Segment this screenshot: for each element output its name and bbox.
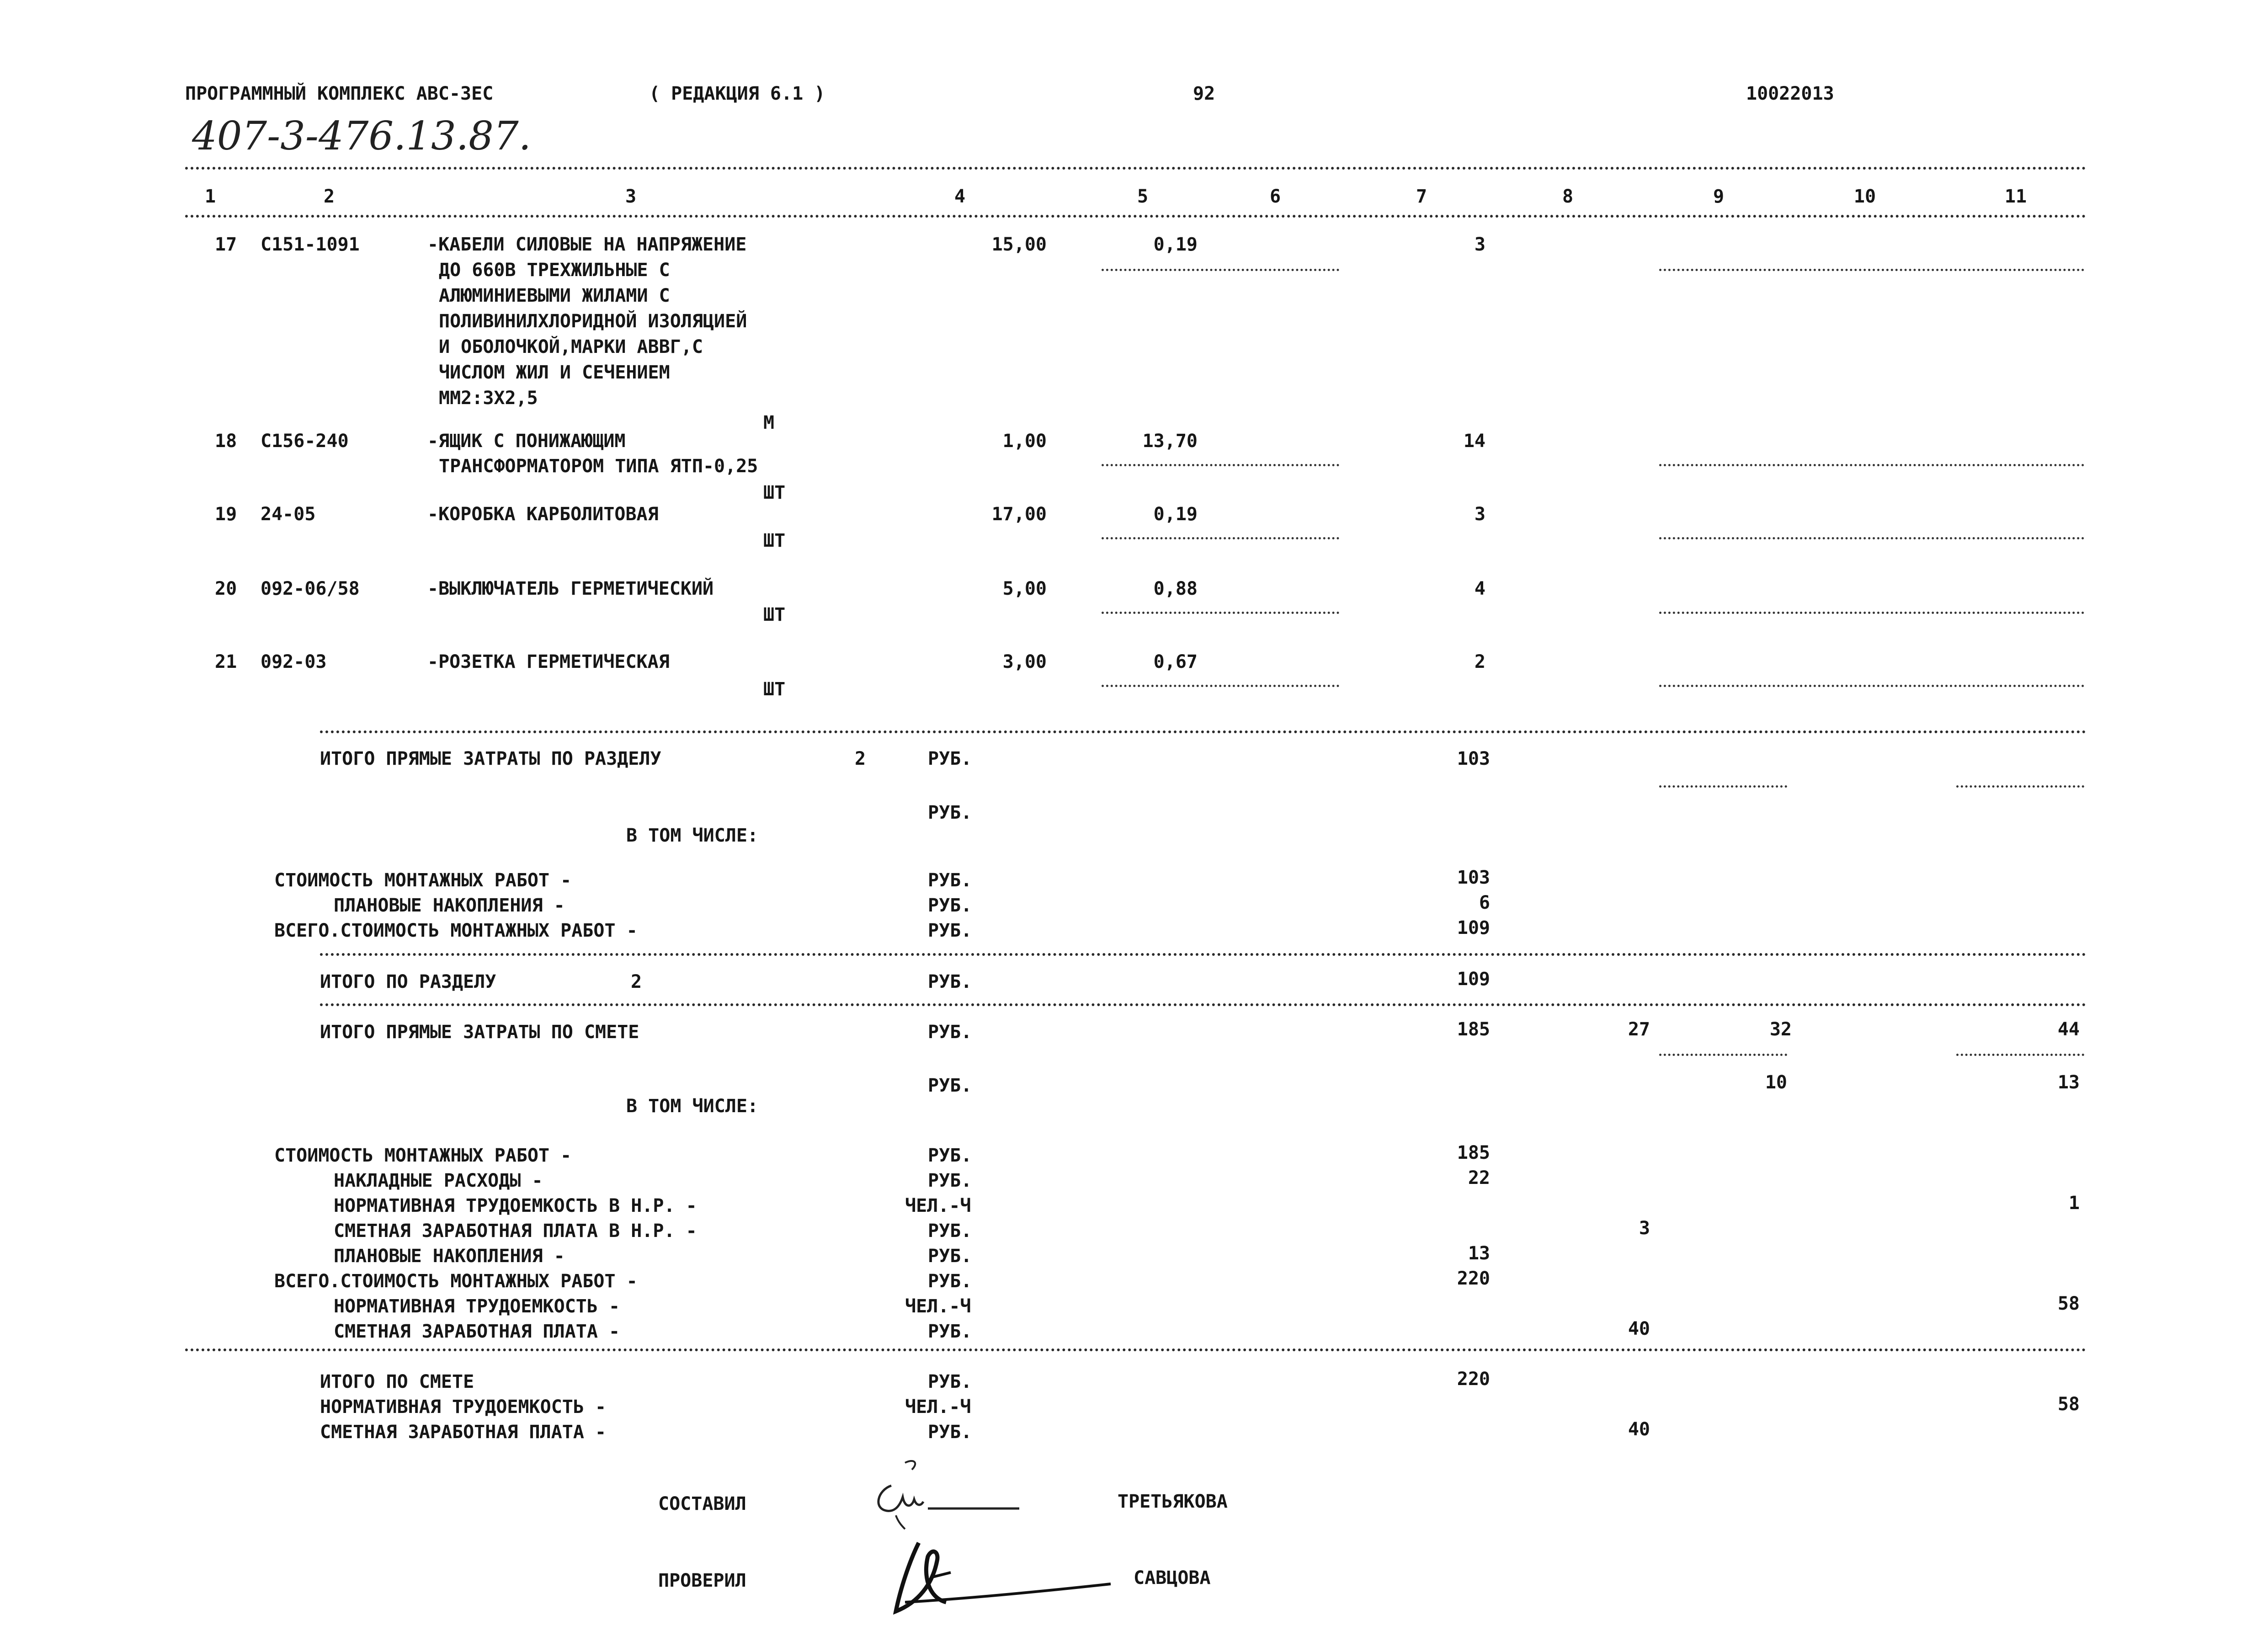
estimate-line-label: СМЕТНАЯ ЗАРАБОТНАЯ ПЛАТА В Н.Р. -	[334, 1221, 697, 1242]
row-total: 3	[1474, 504, 1485, 525]
col-header-9: 9	[1713, 186, 1725, 207]
section-direct-unit: РУБ.	[928, 748, 972, 769]
row-code: С156-240	[261, 431, 349, 452]
estimate-direct-unit-2: РУБ.	[928, 1075, 972, 1096]
col-header-6: 6	[1269, 186, 1281, 207]
section-direct-value: 103	[1457, 748, 1490, 769]
col-header-8: 8	[1562, 186, 1574, 207]
estimate-line-label: СТОИМОСТЬ МОНТАЖНЫХ РАБОТ -	[274, 1145, 572, 1166]
estimate-line-value: 185	[1457, 1142, 1490, 1163]
estimate-line-value: 13	[1468, 1243, 1490, 1264]
col-header-2: 2	[323, 186, 335, 207]
row-rule	[1102, 464, 1339, 466]
row-total: 14	[1463, 431, 1485, 452]
row-desc-line: -КОРОБКА КАРБОЛИТОВАЯ	[427, 504, 659, 525]
row-rule	[1659, 537, 2084, 539]
row-total: 4	[1474, 578, 1485, 599]
row-code: С151-1091	[261, 234, 360, 255]
estimate-labor-unit: ЧЕЛ.-Ч	[905, 1396, 971, 1418]
row-desc-line: ТРАНСФОРМАТОРОМ ТИПА ЯТП-0,25	[439, 456, 758, 477]
edition: ( РЕДАКЦИЯ 6.1 )	[649, 83, 825, 104]
compiled-by-name: ТРЕТЬЯКОВА	[1118, 1491, 1228, 1512]
row-rule	[1659, 269, 2084, 271]
estimate-total-value: 220	[1457, 1369, 1490, 1390]
estimate-labor-col11: 58	[2057, 1394, 2080, 1415]
value-rule	[1659, 785, 1787, 788]
section-rule	[320, 1003, 2087, 1006]
estimate-line-unit: РУБ.	[928, 1246, 972, 1267]
checker-signature	[891, 1534, 1129, 1625]
row-desc-line: ММ2:3Х2,5	[439, 388, 538, 409]
estimate-col9-second: 10	[1765, 1072, 1787, 1093]
row-unit: ШТ	[763, 530, 786, 551]
estimate-wages-col8: 40	[1628, 1419, 1650, 1440]
estimate-total-label: ИТОГО ПО СМЕТЕ	[320, 1371, 474, 1392]
row-unit-price: 13,70	[1142, 431, 1198, 452]
section-rule	[320, 730, 2087, 733]
value-rule	[1956, 785, 2084, 788]
row-unit-price: 0,88	[1153, 578, 1198, 599]
row-unit: ШТ	[763, 604, 786, 625]
row-total: 2	[1474, 651, 1485, 672]
section-line-unit: РУБ.	[928, 870, 972, 891]
col-header-11: 11	[2004, 186, 2027, 207]
estimate-line-col11: 58	[2057, 1293, 2080, 1314]
col-header-5: 5	[1137, 186, 1149, 207]
row-desc-line: ЧИСЛОМ ЖИЛ И СЕЧЕНИЕМ	[439, 362, 670, 383]
row-desc-line: ПОЛИВИНИЛХЛОРИДНОЙ ИЗОЛЯЦИЕЙ	[439, 311, 747, 332]
section-line-label: ВСЕГО.СТОИМОСТЬ МОНТАЖНЫХ РАБОТ -	[274, 920, 638, 941]
row-unit: ШТ	[763, 482, 786, 503]
row-desc-line: -КАБЕЛИ СИЛОВЫЕ НА НАПРЯЖЕНИЕ	[427, 234, 747, 255]
section-number: 2	[855, 748, 866, 769]
estimate-total-unit: РУБ.	[928, 1371, 972, 1392]
row-total: 3	[1474, 234, 1485, 255]
row-unit: ШТ	[763, 679, 786, 700]
compiler-signature	[859, 1454, 1042, 1531]
section-line-label: СТОИМОСТЬ МОНТАЖНЫХ РАБОТ -	[274, 870, 572, 891]
estimate-direct-value: 185	[1457, 1019, 1490, 1040]
col-header-7: 7	[1416, 186, 1427, 207]
estimate-direct-col11: 44	[2057, 1019, 2080, 1040]
row-quantity: 1,00	[1002, 431, 1047, 452]
section-total-unit: РУБ.	[928, 971, 972, 992]
row-quantity: 17,00	[991, 504, 1047, 525]
row-code: 092-06/58	[261, 578, 360, 599]
estimate-line-value: 22	[1468, 1167, 1490, 1189]
section-total-value: 109	[1457, 969, 1490, 990]
estimate-line-label: ПЛАНОВЫЕ НАКОПЛЕНИЯ -	[334, 1246, 565, 1267]
value-rule	[1659, 1054, 1787, 1056]
estimate-line-col8: 40	[1628, 1318, 1650, 1339]
estimate-line-unit: РУБ.	[928, 1271, 972, 1292]
row-desc-line: АЛЮМИНИЕВЫМИ ЖИЛАМИ С	[439, 285, 670, 306]
col-header-10: 10	[1853, 186, 1876, 207]
estimate-wages-label: СМЕТНАЯ ЗАРАБОТНАЯ ПЛАТА -	[320, 1422, 607, 1443]
compiled-by-label: СОСТАВИЛ	[658, 1493, 746, 1514]
program-name: ПРОГРАММНЫЙ КОМПЛЕКС АВС-3ЕС	[185, 83, 494, 104]
estimate-direct-label: ИТОГО ПРЯМЫЕ ЗАТРАТЫ ПО СМЕТЕ	[320, 1022, 639, 1043]
row-desc-line: -РОЗЕТКА ГЕРМЕТИЧЕСКАЯ	[427, 651, 670, 672]
section-line-value: 6	[1479, 892, 1490, 913]
handwritten-project-code: 407-3-476.13.87.	[192, 113, 532, 159]
header-bottom-rule	[185, 215, 2087, 218]
section-total-label: ИТОГО ПО РАЗДЕЛУ	[320, 971, 496, 992]
col-header-3: 3	[625, 186, 637, 207]
row-number: 18	[215, 431, 237, 452]
estimate-line-unit: РУБ.	[928, 1145, 972, 1166]
row-code: 24-05	[261, 504, 316, 525]
row-rule	[1102, 537, 1339, 539]
row-rule	[1102, 612, 1339, 614]
row-rule	[1659, 612, 2084, 614]
estimate-direct-col9: 32	[1769, 1019, 1792, 1040]
estimate-line-unit: РУБ.	[928, 1170, 972, 1191]
row-number: 20	[215, 578, 237, 599]
col-header-1: 1	[204, 186, 216, 207]
estimate-line-value: 220	[1457, 1268, 1490, 1289]
row-rule	[1102, 685, 1339, 687]
page-number: 92	[1193, 83, 1215, 104]
estimate-line-unit: РУБ.	[928, 1321, 972, 1342]
estimate-direct-col8: 27	[1628, 1019, 1650, 1040]
section-rule	[320, 953, 2087, 956]
estimate-line-label: СМЕТНАЯ ЗАРАБОТНАЯ ПЛАТА -	[334, 1321, 620, 1342]
section-line-value: 109	[1457, 917, 1490, 938]
row-code: 092-03	[261, 651, 327, 672]
row-number: 17	[215, 234, 237, 255]
row-unit: М	[763, 412, 775, 433]
value-rule	[1956, 1054, 2084, 1056]
row-quantity: 5,00	[1002, 578, 1047, 599]
section-direct-label: ИТОГО ПРЯМЫЕ ЗАТРАТЫ ПО РАЗДЕЛУ	[320, 748, 661, 769]
checked-by-name: САВЦОВА	[1134, 1567, 1211, 1588]
estimate-line-unit: ЧЕЛ.-Ч	[905, 1296, 971, 1317]
estimate-labor-label: НОРМАТИВНАЯ ТРУДОЕМКОСТЬ -	[320, 1396, 607, 1418]
document-code: 10022013	[1746, 83, 1834, 104]
section-line-unit: РУБ.	[928, 920, 972, 941]
row-unit-price: 0,19	[1153, 234, 1198, 255]
estimate-line-label: НОРМАТИВНАЯ ТРУДОЕМКОСТЬ -	[334, 1296, 620, 1317]
header-top-rule	[185, 167, 2087, 170]
estimate-including: В ТОМ ЧИСЛЕ:	[626, 1096, 758, 1117]
col-header-4: 4	[954, 186, 966, 207]
row-unit-price: 0,67	[1153, 651, 1198, 672]
estimate-line-col8: 3	[1639, 1218, 1650, 1239]
row-rule	[1659, 685, 2084, 687]
section-direct-unit-2: РУБ.	[928, 802, 972, 823]
estimate-col11-second: 13	[2057, 1072, 2080, 1093]
section-line-unit: РУБ.	[928, 895, 972, 916]
row-rule	[1659, 464, 2084, 466]
estimate-wages-unit: РУБ.	[928, 1422, 972, 1443]
row-desc-line: -ВЫКЛЮЧАТЕЛЬ ГЕРМЕТИЧЕСКИЙ	[427, 578, 714, 599]
estimate-line-unit: РУБ.	[928, 1221, 972, 1242]
estimate-direct-unit: РУБ.	[928, 1022, 972, 1043]
row-rule	[1102, 269, 1339, 271]
row-desc-line: И ОБОЛОЧКОЙ,МАРКИ АВВГ,С	[439, 336, 703, 357]
estimate-line-label: НАКЛАДНЫЕ РАСХОДЫ -	[334, 1170, 543, 1191]
section-line-value: 103	[1457, 867, 1490, 888]
row-quantity: 15,00	[991, 234, 1047, 255]
row-unit-price: 0,19	[1153, 504, 1198, 525]
row-desc-line: -ЯЩИК С ПОНИЖАЮЩИМ	[427, 431, 626, 452]
row-desc-line: ДО 660В ТРЕХЖИЛЬНЫЕ С	[439, 260, 670, 281]
estimate-line-col11: 1	[2068, 1193, 2080, 1214]
section-line-label: ПЛАНОВЫЕ НАКОПЛЕНИЯ -	[334, 895, 565, 916]
row-number: 19	[215, 504, 237, 525]
estimate-line-label: ВСЕГО.СТОИМОСТЬ МОНТАЖНЫХ РАБОТ -	[274, 1271, 638, 1292]
section-including: В ТОМ ЧИСЛЕ:	[626, 825, 758, 846]
row-number: 21	[215, 651, 237, 672]
checked-by-label: ПРОВЕРИЛ	[658, 1570, 746, 1591]
row-quantity: 3,00	[1002, 651, 1047, 672]
estimate-rule	[185, 1349, 2087, 1351]
section-total-number: 2	[631, 971, 642, 992]
estimate-line-label: НОРМАТИВНАЯ ТРУДОЕМКОСТЬ В Н.Р. -	[334, 1195, 697, 1216]
estimate-line-unit: ЧЕЛ.-Ч	[905, 1195, 971, 1216]
